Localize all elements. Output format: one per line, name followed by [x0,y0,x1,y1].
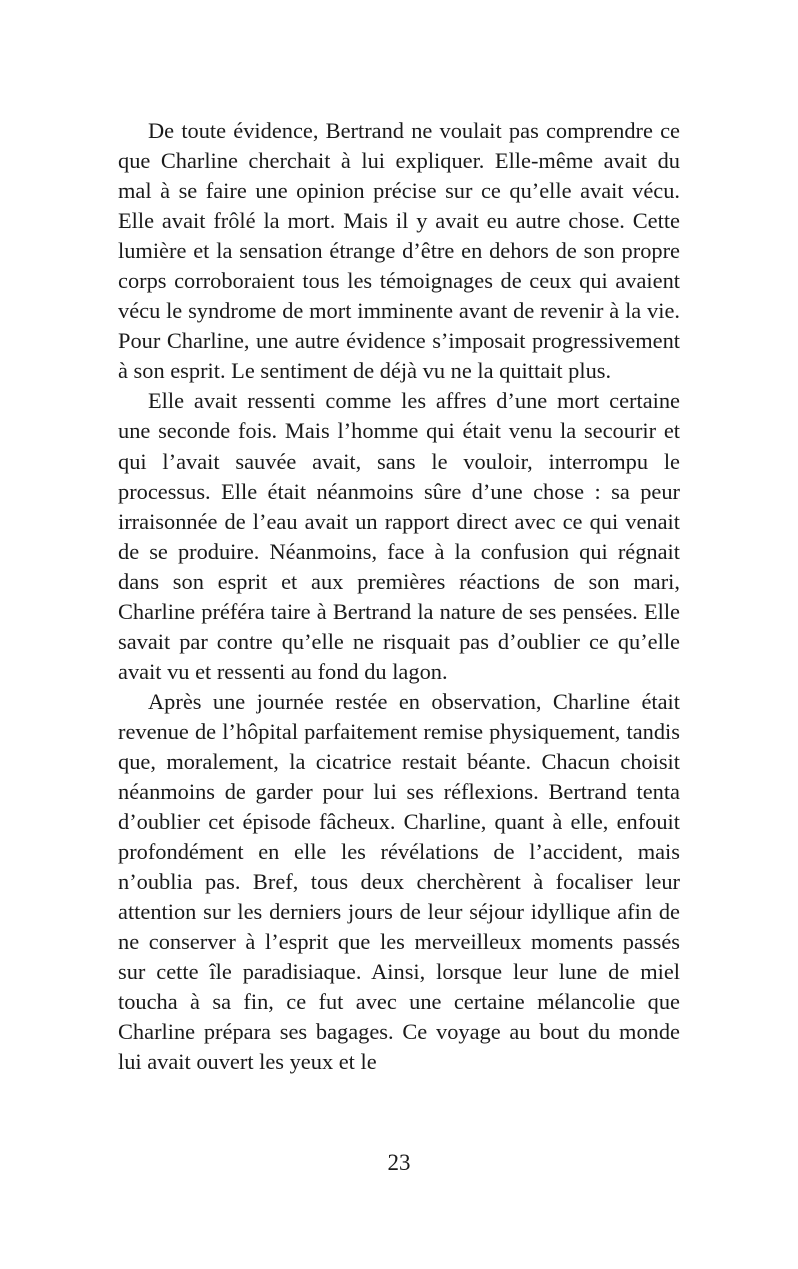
paragraph-2: Elle avait ressenti comme les affres d’une mort certaine une seconde fois. Mais l’homme qui était venu la secourir et qui l’avait sauvée avait, sans le vouloir, interrompu le processus. Elle était néanmoins sûre d’une chose : sa peur irraisonnée de l’eau avait un rapport direct avec ce qui venait de se produire. Néanmoins, face à la confusion qui régnait dans son esprit et aux premières réactions de son mari, Charline préféra taire à Bertrand la nature de ses pensées. Elle savait par contre qu’elle ne risquait pas d’oublier ce qu’elle avait vu et ressenti au fond du lagon. [118,388,680,684]
paragraph-1: De toute évidence, Bertrand ne voulait pas comprendre ce que Charline cherchait à lui expliquer. Elle-même avait du mal à se faire une opinion précise sur ce qu’elle avait vécu. Elle avait frôlé la mort. Mais il y avait eu autre chose. Cette lumière et la sensation étrange d’être en dehors de son propre corps corroboraient tous les témoignages de ceux qui avaient vécu le syndrome de mort imminente avant de revenir à la vie. Pour Charline, une autre évidence s’imposait progressivement à son esprit. Le sentiment de déjà vu ne la quittait plus. [118,118,680,384]
page-number: 23 [387,1150,411,1175]
body-text [118,116,680,1078]
paragraph-3: Après une journée restée en observation, Charline était revenue de l’hôpital parfaitement remise physiquement, tandis que, moralement, la cicatrice restait béante. Chacun choisit néanmoins de garder pour lui ses réflexions. Bertrand tenta d’oublier cet épisode fâcheux. Charline, quant à elle, enfouit profondément en elle les révélations de l’accident, mais n’oublia pas. Bref, tous deux cherchèrent à focaliser leur attention sur les derniers jours de leur séjour idyllique afin de ne conserver à l’esprit que les merveilleux moments passés sur cette île paradisiaque. Ainsi, lorsque leur lune de miel toucha à sa fin, ce fut avec une certaine mélancolie que Charline prépara ses bagages. Ce voyage au bout du monde lui avait ouvert les yeux et le [118,688,680,1075]
